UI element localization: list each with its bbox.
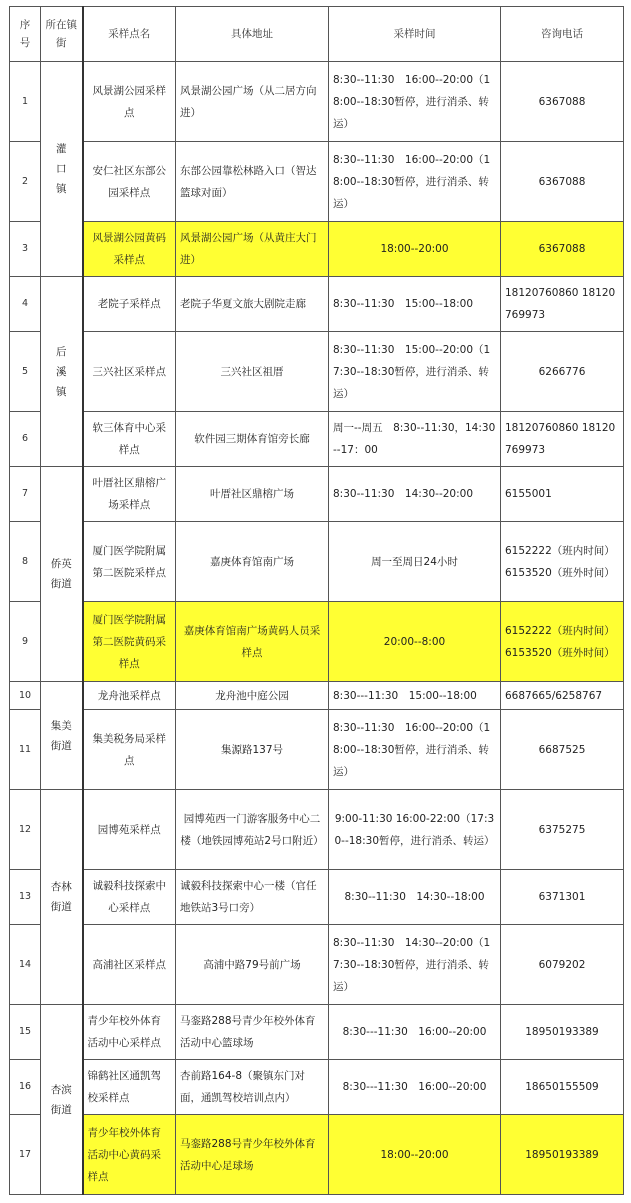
site-time: 8:30--11:30 14:30--20:00 <box>329 467 501 522</box>
row-number: 9 <box>10 602 41 682</box>
site-phone: 18120760860 18120769973 <box>501 412 624 467</box>
site-name: 锦鹤社区通凯驾校采样点 <box>83 1060 176 1115</box>
sampling-sites-table-wrapper <box>9 6 624 1195</box>
site-name: 龙舟池采样点 <box>83 682 176 710</box>
table-header-row <box>10 7 624 62</box>
site-phone: 6367088 <box>501 222 624 277</box>
site-name: 风景湖公园采样点 <box>83 62 176 142</box>
site-time: 8:30--11:30 16:00--20:00（18:00--18:30暂停，进行消杀、转运） <box>329 142 501 222</box>
site-address: 嘉庚体育馆南广场黄码人员采样点 <box>176 602 329 682</box>
site-phone: 6367088 <box>501 142 624 222</box>
site-time: 20:00--8:00 <box>329 602 501 682</box>
site-phone: 6152222（班内时间）6153520（班外时间） <box>501 522 624 602</box>
row-number: 3 <box>10 222 41 277</box>
table-row <box>10 1005 624 1060</box>
site-address: 集源路137号 <box>176 710 329 790</box>
site-name: 青少年校外体育活动中心采样点 <box>83 1005 176 1060</box>
site-address: 马銮路288号青少年校外体育活动中心足球场 <box>176 1115 329 1195</box>
site-time: 8:30--11:30 14:30--18:00 <box>329 870 501 925</box>
site-phone: 18650155509 <box>501 1060 624 1115</box>
town-cell: 灌口镇 <box>41 62 83 277</box>
row-number: 4 <box>10 277 41 332</box>
site-phone: 6687525 <box>501 710 624 790</box>
site-time: 8:30---11:30 16:00--20:00 <box>329 1005 501 1060</box>
site-phone: 6155001 <box>501 467 624 522</box>
site-name: 高浦社区采样点 <box>83 925 176 1005</box>
site-name: 集美税务局采样点 <box>83 710 176 790</box>
site-address: 诚毅科技探索中心一楼（官任地铁站3号口旁） <box>176 870 329 925</box>
site-name: 风景湖公园黄码采样点 <box>83 222 176 277</box>
site-address: 风景湖公园广场（从二居方向进） <box>176 62 329 142</box>
row-number: 13 <box>10 870 41 925</box>
site-address: 马銮路288号青少年校外体育活动中心篮球场 <box>176 1005 329 1060</box>
table-row <box>10 682 624 710</box>
site-address: 园博苑西一门游客服务中心二楼（地铁园博苑站2号口附近） <box>176 790 329 870</box>
table-row <box>10 1060 624 1115</box>
site-phone: 6152222（班内时间）6153520（班外时间） <box>501 602 624 682</box>
site-time: 8:30--11:30 14:30--20:00（17:30--18:30暂停，进行消杀、转运） <box>329 925 501 1005</box>
site-address: 三兴社区祖厝 <box>176 332 329 412</box>
header-address: 具体地址 <box>176 7 329 62</box>
row-number: 7 <box>10 467 41 522</box>
table-row <box>10 277 624 332</box>
site-phone: 18950193389 <box>501 1005 624 1060</box>
row-number: 16 <box>10 1060 41 1115</box>
site-address: 软件园三期体育馆旁长廊 <box>176 412 329 467</box>
row-number: 6 <box>10 412 41 467</box>
site-time: 8:30---11:30 16:00--20:00 <box>329 1060 501 1115</box>
town-cell: 侨英街道 <box>41 467 83 682</box>
site-name: 厦门医学院附属第二医院黄码采样点 <box>83 602 176 682</box>
site-time: 8:30---11:30 15:00--18:00 <box>329 682 501 710</box>
row-number: 12 <box>10 790 41 870</box>
site-time: 周一--周五 8:30--11:30，14:30--17：00 <box>329 412 501 467</box>
table-row <box>10 332 624 412</box>
site-address: 叶厝社区鼎榕广场 <box>176 467 329 522</box>
table-row <box>10 142 624 222</box>
site-name: 安仁社区东部公园采样点 <box>83 142 176 222</box>
site-phone: 6687665/6258767 <box>501 682 624 710</box>
town-cell: 杏滨街道 <box>41 1005 83 1195</box>
site-time: 8:30--11:30 16:00--20:00（18:00--18:30暂停，进行消杀、转运） <box>329 710 501 790</box>
row-number: 2 <box>10 142 41 222</box>
site-time: 18:00--20:00 <box>329 222 501 277</box>
site-address: 东部公园靠松林路入口（智达篮球对面） <box>176 142 329 222</box>
header-phone: 咨询电话 <box>501 7 624 62</box>
site-phone: 18950193389 <box>501 1115 624 1195</box>
header-time: 采样时间 <box>329 7 501 62</box>
site-time: 9:00-11:30 16:00-22:00（17:30--18:30暂停，进行消杀、转运） <box>329 790 501 870</box>
row-number: 17 <box>10 1115 41 1195</box>
site-name: 叶厝社区鼎榕广场采样点 <box>83 467 176 522</box>
row-number: 1 <box>10 62 41 142</box>
table-row <box>10 467 624 522</box>
site-address: 风景湖公园广场（从黄庄大门进） <box>176 222 329 277</box>
row-number: 15 <box>10 1005 41 1060</box>
header-site: 采样点名 <box>83 7 176 62</box>
site-phone: 18120760860 18120769973 <box>501 277 624 332</box>
table-row <box>10 870 624 925</box>
town-cell: 杏林街道 <box>41 790 83 1005</box>
site-name: 厦门医学院附属第二医院采样点 <box>83 522 176 602</box>
row-number: 8 <box>10 522 41 602</box>
site-phone: 6367088 <box>501 62 624 142</box>
row-number: 5 <box>10 332 41 412</box>
table-row <box>10 412 624 467</box>
town-cell: 后溪镇 <box>41 277 83 467</box>
site-phone: 6375275 <box>501 790 624 870</box>
site-name: 老院子采样点 <box>83 277 176 332</box>
header-town: 所在镇街 <box>41 7 83 62</box>
site-name: 三兴社区采样点 <box>83 332 176 412</box>
site-phone: 6266776 <box>501 332 624 412</box>
table-row <box>10 790 624 870</box>
site-address: 高浦中路79号前广场 <box>176 925 329 1005</box>
table-row <box>10 522 624 602</box>
site-name: 软三体育中心采样点 <box>83 412 176 467</box>
site-time: 周一至周日24小时 <box>329 522 501 602</box>
row-number: 14 <box>10 925 41 1005</box>
site-time: 8:30--11:30 15:00--18:00 <box>329 277 501 332</box>
site-address: 龙舟池中庭公园 <box>176 682 329 710</box>
sampling-sites-table <box>9 6 624 1195</box>
site-name: 青少年校外体育活动中心黄码采样点 <box>83 1115 176 1195</box>
site-address: 老院子华夏文旅大剧院走廊 <box>176 277 329 332</box>
row-number: 11 <box>10 710 41 790</box>
site-time: 8:30--11:30 15:00--20:00（17:30--18:30暂停，进行消杀、转运） <box>329 332 501 412</box>
table-row <box>10 710 624 790</box>
header-seq: 序号 <box>10 7 41 62</box>
row-number: 10 <box>10 682 41 710</box>
table-row <box>10 222 624 277</box>
town-cell: 集美街道 <box>41 682 83 790</box>
site-time: 8:30--11:30 16:00--20:00（18:00--18:30暂停，进行消杀、转运） <box>329 62 501 142</box>
table-row <box>10 602 624 682</box>
site-name: 园博苑采样点 <box>83 790 176 870</box>
table-row <box>10 62 624 142</box>
site-time: 18:00--20:00 <box>329 1115 501 1195</box>
site-address: 杏前路164-8（聚镇东门对面，通凯驾校培训点内） <box>176 1060 329 1115</box>
site-phone: 6079202 <box>501 925 624 1005</box>
table-row <box>10 925 624 1005</box>
table-row <box>10 1115 624 1195</box>
site-name: 诚毅科技探索中心采样点 <box>83 870 176 925</box>
site-address: 嘉庚体育馆南广场 <box>176 522 329 602</box>
site-phone: 6371301 <box>501 870 624 925</box>
